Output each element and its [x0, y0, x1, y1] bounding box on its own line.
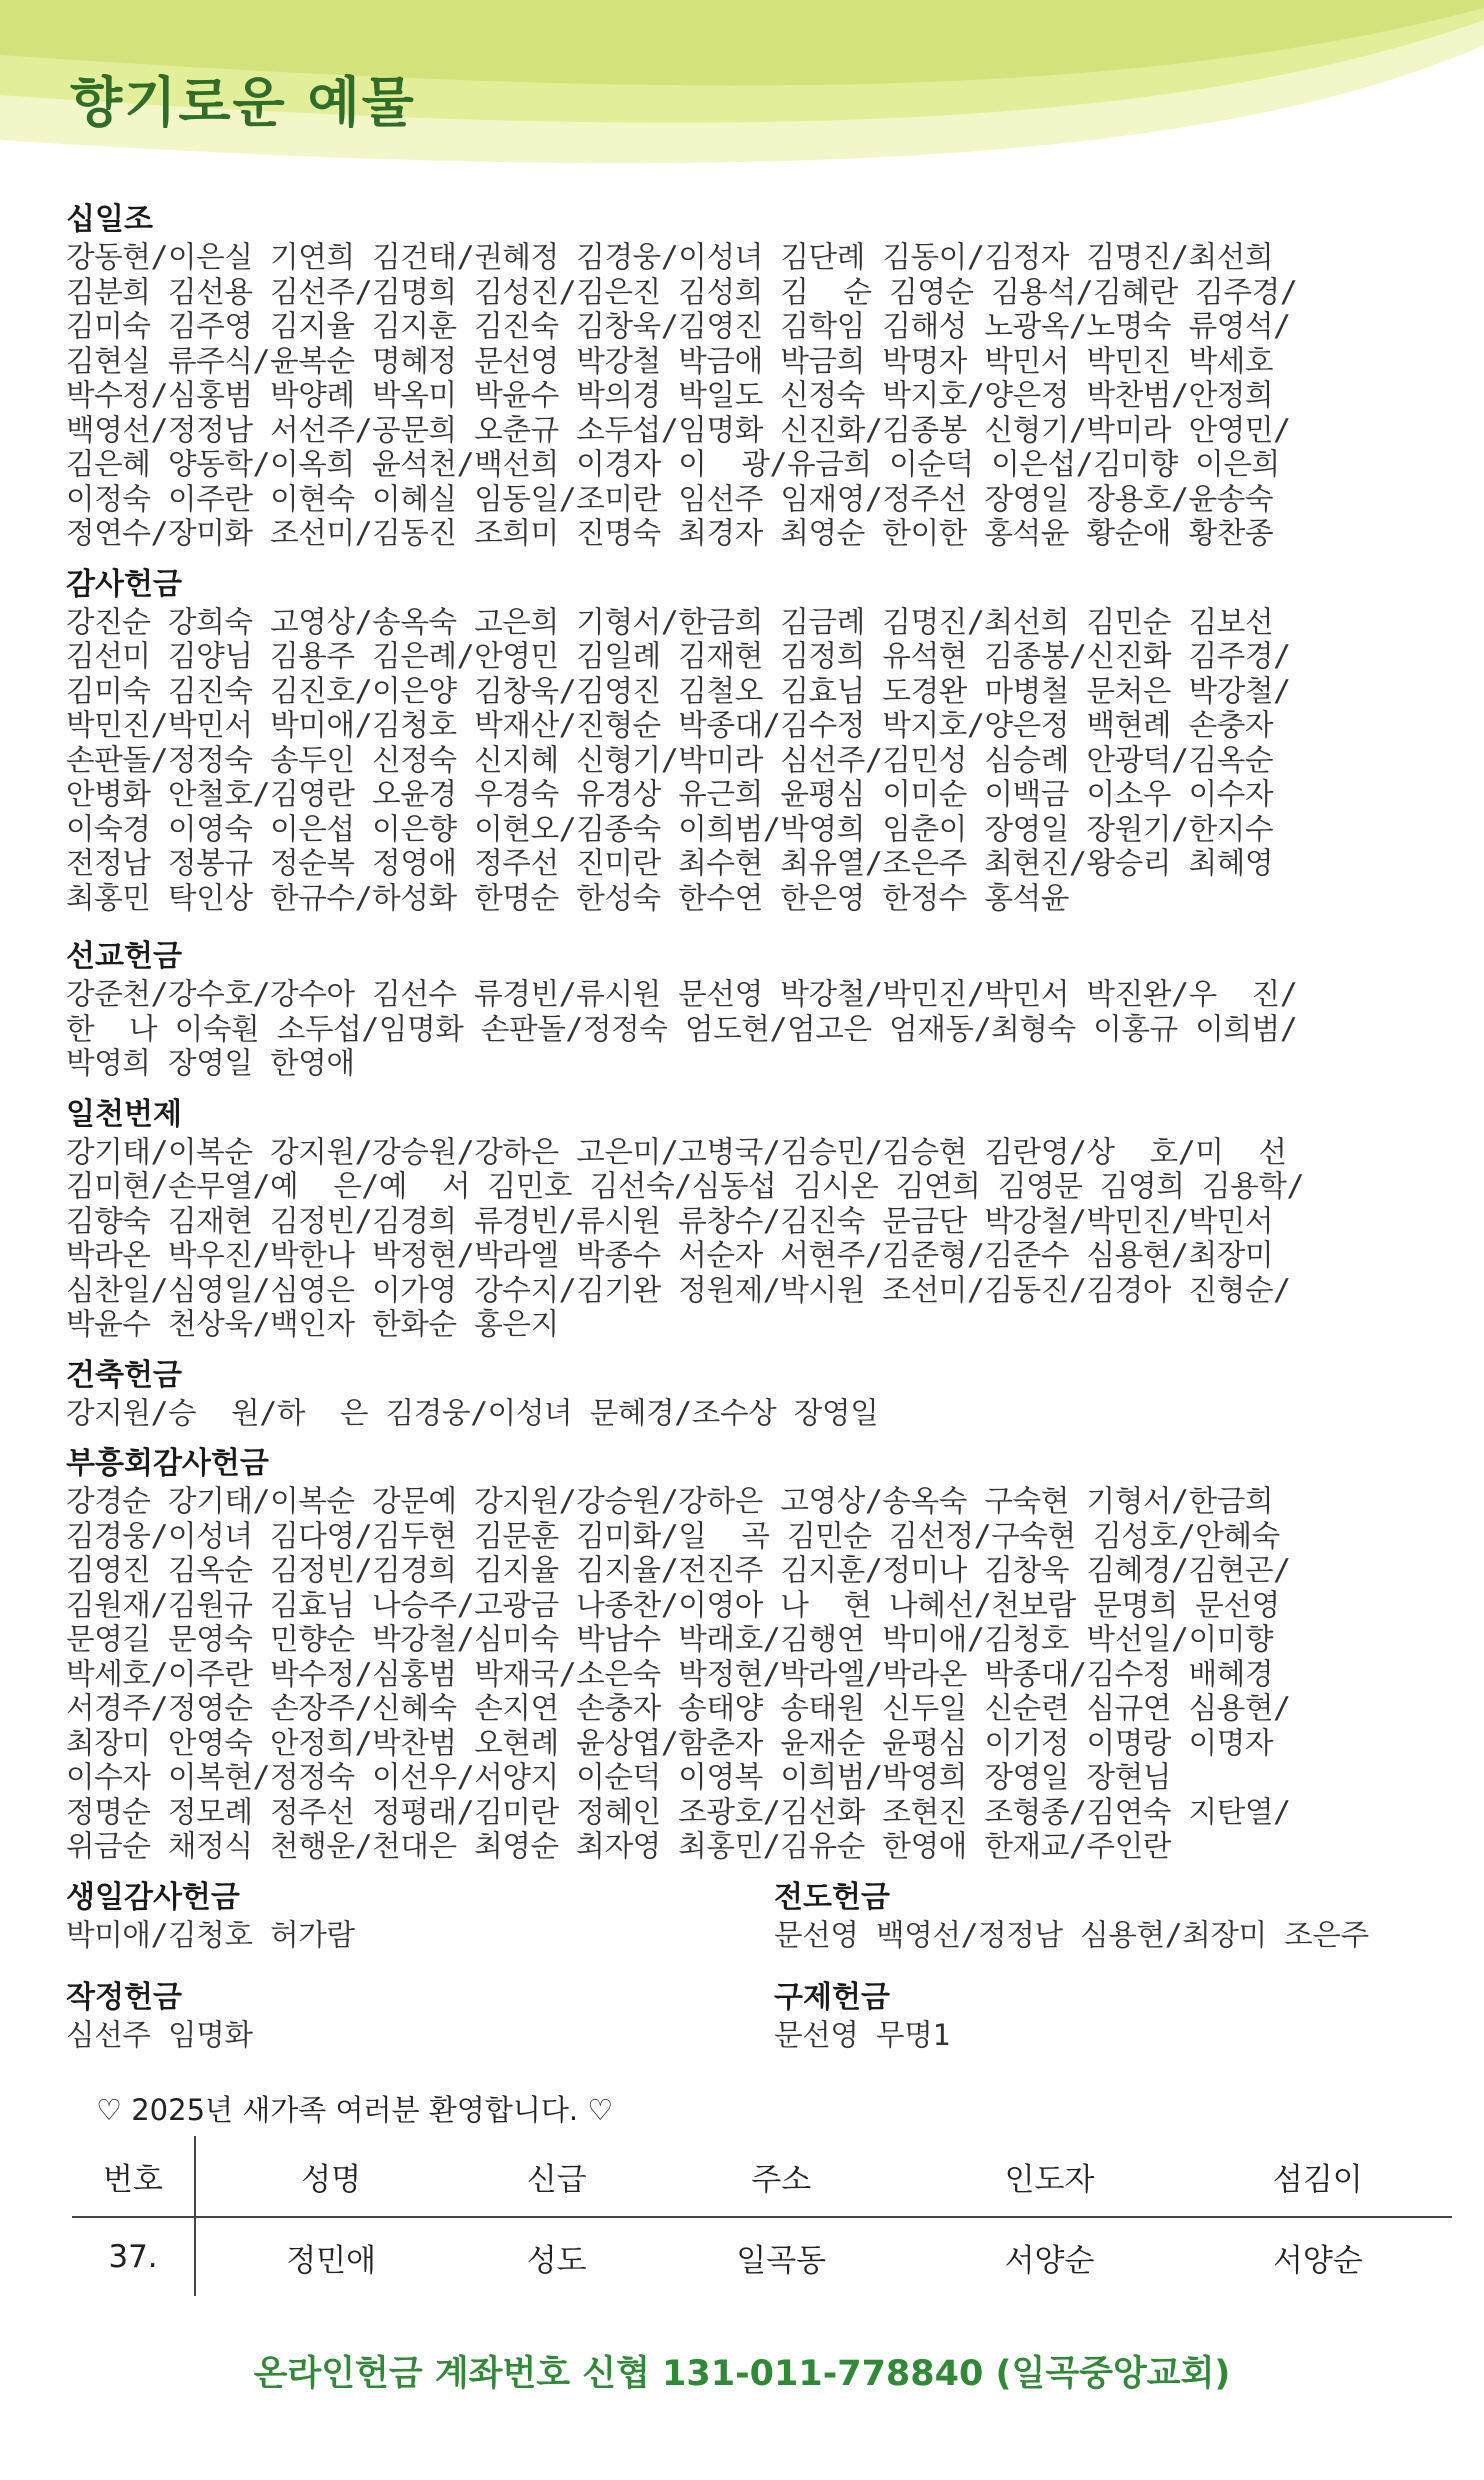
- name-line: 백영선/정정남 서선주/공문희 오춘규 소두섭/임명화 신진화/김종봉 신형기/박미라 안영민/: [66, 412, 1291, 447]
- name-line: 정연수/장미화 조선미/김동진 조희미 진명숙 최경자 최영순 한이한 홍석윤 황순애 황찬종: [66, 516, 1274, 550]
- name-line: 안병화 안철호/김영란 오윤경 우경숙 유경상 유근희 윤평심 이미순 이백금 이소우 이수자: [66, 777, 1274, 811]
- online-offering-account: 온라인헌금 계좌번호 신협 131-011-778840 (일곡중앙교회): [253, 2354, 1231, 2394]
- section-relief: [774, 1978, 1369, 2053]
- section-heading: 일천번제: [66, 1096, 182, 1132]
- small-sections-right: [774, 1878, 1369, 2079]
- section-heading: 부흥회감사헌금: [66, 1446, 269, 1481]
- name-line: 김미숙 김진숙 김진호/이은양 김창욱/김영진 김철오 김효님 도경완 마병철 문처은 박강철/: [66, 673, 1291, 708]
- welcome-message: ♡ 2025년 새가족 여러분 환영합니다. ♡: [96, 2093, 614, 2127]
- name-line: 문영길 문영숙 민향순 박강철/심미숙 박남수 박래호/김행연 박미애/김청호 박선일/이미향: [66, 1622, 1274, 1656]
- table-header-row: [72, 2136, 1452, 2217]
- section-heading: 건축헌금: [66, 1357, 182, 1393]
- names-block: [66, 605, 1466, 916]
- name-line: 김분희 김선용 김선주/김명희 김성진/김은진 김성희 김 순 김영순 김용석/김혜란 김주경/: [66, 274, 1298, 309]
- name-line: 이숙경 이영숙 이은섭 이은향 이현오/김종숙 이희범/박영희 임춘이 장영일 장원기/한지수: [66, 811, 1274, 846]
- name-line: 박수정/심홍범 박양례 박옥미 박윤수 박의경 박일도 신정숙 박지호/양은정 박찬범/안정희: [66, 378, 1274, 412]
- column-header: 번호: [72, 2136, 195, 2217]
- small-sections: [66, 1878, 1466, 2088]
- section-evangelism: [774, 1878, 1369, 1953]
- page-title: 향기로운 예물: [70, 71, 416, 134]
- table-row: [72, 2217, 1452, 2296]
- name-line: 정명순 정모례 정주선 정평래/김미란 정혜인 조광호/김선화 조현진 조형종/김연숙 지탄열/: [66, 1794, 1291, 1829]
- section-mission: [66, 937, 1466, 1081]
- name-line: 강동현/이은실 기연희 김건태/권혜정 김경웅/이성녀 김단례 김동이/김정자 김명진/최선희: [66, 240, 1274, 274]
- name-line: 박영희 장영일 한영애: [66, 1046, 355, 1080]
- section-heading: 선교헌금: [66, 939, 182, 974]
- section-thousand-offering: [66, 1095, 1466, 1342]
- section-heading: 십일조: [66, 202, 153, 237]
- name-line: 김원재/김원규 김효님 나승주/고광금 나종찬/이영아 나 현 나혜선/천보람 문명희 문선영: [66, 1587, 1280, 1622]
- section-building: [66, 1356, 1466, 1431]
- name-line: 손판돌/정정숙 송두인 신정숙 신지혜 신형기/박미라 심선주/김민성 심승례 안광덕/김옥순: [66, 742, 1274, 777]
- names-block: [66, 1135, 1466, 1342]
- offering-list: [66, 200, 1466, 2088]
- name-line: 김영진 김옥순 김정빈/김경희 김지율 김지율/전진주 김지훈/정미나 김창욱 김혜경/김현곤/: [66, 1553, 1291, 1587]
- section-birthday: [66, 1878, 355, 1953]
- name-line: 최홍민 탁인상 한규수/하성화 한명순 한성숙 한수연 한은영 한정수 홍석윤: [66, 880, 1070, 915]
- name-line: 강준천/강수호/강수아 김선수 류경빈/류시원 문선영 박강철/박민진/박민서 박진완/우 진/: [66, 977, 1298, 1011]
- name-line: 김선미 김양님 김용주 김은례/안영민 김일례 김재현 김정희 유석현 김종봉/신진화 김주경/: [66, 639, 1291, 673]
- name-line: 전정남 정봉규 정순복 정영애 정주선 진미란 최수현 최유열/조은주 최현진/왕승리 최혜영: [66, 846, 1274, 880]
- section-heading: 감사헌금: [66, 566, 182, 602]
- name-line: 김경웅/이성녀 김다영/김두현 김문훈 김미화/일 곡 김민순 김선정/구숙현 김성호/안혜숙: [66, 1518, 1280, 1553]
- table-cell: 37.: [72, 2217, 195, 2296]
- name-line: 박윤수 천상욱/백인자 한화순 홍은지: [66, 1307, 559, 1341]
- column-header: 주소: [647, 2136, 915, 2217]
- column-header: 섬김이: [1184, 2136, 1452, 2217]
- name-line: 최장미 안영숙 안정희/박찬범 오현례 윤상엽/함춘자 윤재순 윤평심 이기정 이명랑 이명자: [66, 1725, 1274, 1760]
- names-line: 심선주 임명화: [66, 2018, 253, 2052]
- column-header: 인도자: [915, 2136, 1183, 2217]
- names-line: 문선영 무명1: [774, 2018, 950, 2052]
- name-line: 위금순 채정식 천행운/천대은 최영순 최자영 최홍민/김유순 한영애 한재교/주인란: [66, 1829, 1172, 1863]
- name-line: 김향숙 김재현 김정빈/김경희 류경빈/류시원 류창수/김진숙 문금단 박강철/박민진/박민서: [66, 1203, 1274, 1238]
- names-block: [66, 240, 1466, 551]
- section-heading: 구제헌금: [774, 1980, 890, 2015]
- name-line: 서경주/정영순 손장주/신혜숙 손지연 손충자 송태양 송태원 신두일 신순련 심규연 심용현/: [66, 1691, 1291, 1725]
- section-revival: [66, 1444, 1466, 1864]
- column-header: 성명: [195, 2136, 466, 2217]
- section-heading: 생일감사헌금: [66, 1879, 240, 1915]
- table-cell: 정민애: [286, 2242, 377, 2279]
- section-heading: 작정헌금: [66, 1980, 182, 2015]
- table-cell: 서양순: [1004, 2242, 1095, 2279]
- section-heading: 전도헌금: [774, 1879, 890, 1915]
- name-line: 강지원/승 원/하 은 김경웅/이성녀 문혜경/조수상 장영일: [66, 1395, 879, 1430]
- name-line: 박라온 박우진/박한나 박정현/박라엘 박종수 서순자 서현주/김준형/김준수 심용현/최장미: [66, 1238, 1274, 1272]
- name-line: 강진순 강희숙 고영상/송옥숙 고은희 기형서/한금희 김금례 김명진/최선희 김민순 김보선: [66, 604, 1274, 639]
- small-sections-left: [66, 1878, 355, 2079]
- name-line: 강경순 강기태/이복순 강문예 강지원/강승원/강하은 고영상/송옥숙 구숙현 기형서/한금희: [66, 1484, 1274, 1518]
- name-line: 이수자 이복현/정정숙 이선우/서양지 이순덕 이영복 이희범/박영희 장영일 장현님: [66, 1760, 1172, 1794]
- column-header: 신급: [466, 2136, 647, 2217]
- names-block: [66, 1396, 1466, 1431]
- table-cell: 일곡동: [736, 2242, 827, 2279]
- name-line: 이정숙 이주란 이현숙 이혜실 임동일/조미란 임선주 임재영/정주선 장영일 장용호/윤송숙: [66, 481, 1274, 516]
- name-line: 박민진/박민서 박미애/김청호 박재산/진형순 박종대/김수정 박지호/양은정 백현례 손충자: [66, 708, 1274, 742]
- name-line: 한 나 이숙훤 소두섭/임명화 손판돌/정정숙 엄도현/엄고은 엄재동/최형숙 이홍규 이희범/: [66, 1011, 1298, 1046]
- newcomers-table: [72, 2136, 1452, 2296]
- table-cell: 서양순: [1272, 2242, 1363, 2279]
- table-cell: 성도: [526, 2242, 587, 2279]
- name-line: 김미숙 김주영 김지율 김지훈 김진숙 김창욱/김영진 김학임 김해성 노광옥/노명숙 류영석/: [66, 309, 1291, 343]
- names-block: [66, 1484, 1466, 1864]
- names-line: 박미애/김청호 허가람: [66, 1917, 355, 1952]
- section-thanksgiving: [66, 565, 1466, 916]
- names-line: 문선영 백영선/정정남 심용현/최장미 조은주: [774, 1917, 1369, 1952]
- name-line: 김은혜 양동학/이옥희 윤석천/백선희 이경자 이 광/유금희 이순덕 이은섭/김미향 이은희: [66, 447, 1280, 481]
- name-line: 김현실 류주식/윤복순 명혜정 문선영 박강철 박금애 박금희 박명자 박민서 박민진 박세호: [66, 343, 1274, 378]
- name-line: 강기태/이복순 강지원/강승원/강하은 고은미/고병국/김승민/김승현 김란영/상 호/미 선: [66, 1134, 1287, 1169]
- name-line: 박세호/이주란 박수정/심홍범 박재국/소은숙 박정현/박라엘/박라온 박종대/김수정 배혜경: [66, 1656, 1274, 1691]
- section-tithe: [66, 200, 1466, 551]
- name-line: 김미현/손무열/예 은/예 서 김민호 김선숙/심동섭 김시온 김연희 김영문 김영희 김용학/: [66, 1169, 1305, 1203]
- name-line: 심찬일/심영일/심영은 이가영 강수지/김기완 정원제/박시원 조선미/김동진/김경아 진형순/: [66, 1272, 1291, 1307]
- section-pledge: [66, 1978, 355, 2053]
- names-block: [66, 977, 1466, 1081]
